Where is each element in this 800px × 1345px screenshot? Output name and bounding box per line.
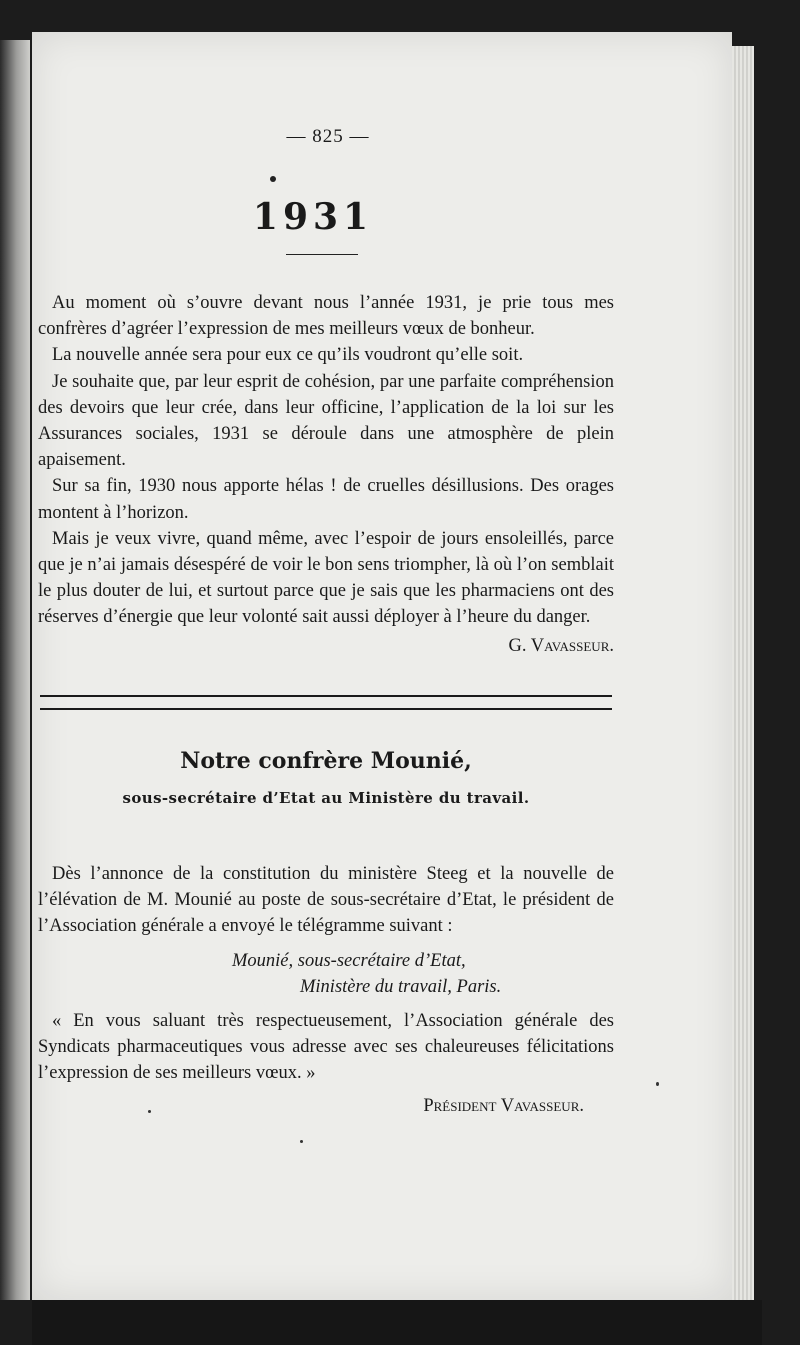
- article1-signature: G. Vavasseur.: [508, 635, 614, 656]
- bottom-shadow: [32, 1300, 762, 1345]
- page-number: — 825 —: [286, 126, 370, 147]
- section-divider-top: [40, 695, 612, 697]
- article2-title: Notre confrère Mounié,: [180, 748, 472, 774]
- book-binding-left: [0, 40, 30, 1300]
- article1-paragraph: Mais je veux vivre, quand même, avec l’espoir de jours ensoleillés, parce que je n’ai jamais désespéré de voir le bon sens triompher, là où l’on semblait le plus douter de lui, et surtout parce que je sais que les pharmaciens ont des réserves d’énergie que leur volonté sait aussi déployer à l’heure du danger.: [38, 528, 614, 628]
- ink-dot: [270, 176, 276, 182]
- article1-paragraph: Je souhaite que, par leur esprit de cohésion, par une parfaite compréhension des devoirs que leur crée, dans leur officine, l’application de la loi sur les Assurances sociales, 1931 se déroule dans une atmosphère de plein apaisement.: [38, 371, 614, 471]
- ink-speck: [148, 1110, 151, 1113]
- section-divider-bottom: [40, 708, 612, 710]
- article1-title: 1931: [252, 196, 374, 238]
- article1-paragraph: La nouvelle année sera pour eux ce qu’ils voudront qu’elle soit.: [52, 345, 524, 366]
- article1-body: [38, 290, 614, 659]
- title-rule: [286, 254, 358, 255]
- telegram-address-line2: Ministère du travail, Paris.: [300, 976, 502, 997]
- telegram-text: « En vous saluant très respectueusement, l’Association générale des Syndicats pharmaceutiques vous adresse avec ses chaleureuses félicitations l’expression de ses meilleurs vœux. »: [38, 1011, 614, 1084]
- article1-paragraph: Sur sa fin, 1930 nous apporte hélas ! de cruelles désillusions. Des orages montent à l’horizon.: [38, 476, 614, 523]
- article2-intro: Dès l’annonce de la constitution du ministère Steeg et la nouvelle de l’élévation de M. Mounié au poste de sous-secrétaire d’Etat, le président de l’Association générale a envoyé le télégramme suivant :: [38, 864, 614, 937]
- article1-paragraph: Au moment où s’ouvre devant nous l’année 1931, je prie tous mes confrères d’agréer l’expression de mes meilleurs vœux de bonheur.: [38, 293, 614, 340]
- ink-speck: [656, 1082, 659, 1086]
- article2-subtitle: sous-secrétaire d’Etat au Ministère du travail.: [122, 789, 530, 807]
- ink-speck: [300, 1140, 303, 1143]
- article2-signature: Président Vavasseur.: [423, 1095, 584, 1116]
- article2-body: [38, 861, 614, 1119]
- telegram-address-line1: Mounié, sous-secrétaire d’Etat,: [232, 950, 466, 971]
